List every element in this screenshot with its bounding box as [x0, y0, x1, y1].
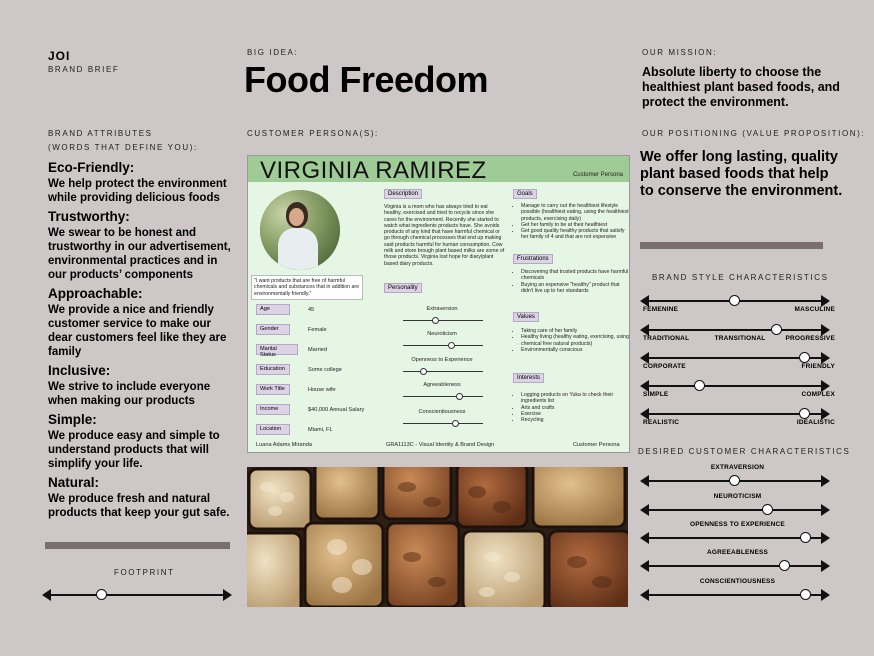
- description-label: Description: [384, 189, 422, 199]
- mission-label: OUR MISSION:: [642, 48, 718, 57]
- slider-knob[interactable]: [96, 589, 107, 600]
- detail-label-location: Location: [256, 424, 290, 435]
- slider-knob[interactable]: [729, 295, 740, 306]
- persona-tag: Customer Persona: [572, 172, 623, 178]
- slider-track: [646, 509, 824, 511]
- trait-label: Extraversion: [426, 306, 458, 312]
- slider-knob[interactable]: [771, 324, 782, 335]
- mission-text: Absolute liberty to choose the healthiest plant based foods, and protect the environment.: [642, 65, 840, 109]
- slider-knob[interactable]: [694, 380, 705, 391]
- frustration-item: • Discovering that trusted products have harmful chemicals: [521, 269, 630, 282]
- detail-label-work: Work Title: [256, 384, 290, 395]
- frustrations-label: Frustrations: [513, 254, 553, 264]
- persona-footer-course: GRA1113C - Visual Identity & Brand Design: [386, 442, 495, 448]
- slider-track: [646, 357, 824, 359]
- attribute-description: We strive to include everyone when making our products: [48, 381, 211, 407]
- detail-label-gender: Gender: [256, 324, 290, 335]
- goals-label: Goals: [513, 189, 537, 199]
- arrow-right-icon: [223, 589, 232, 601]
- brand-brief-label: BRAND BRIEF: [48, 65, 120, 74]
- style-slider-left-label: TRADITIONAL: [643, 335, 690, 342]
- detail-value-education: Some college: [308, 367, 342, 373]
- attribute-item: [48, 363, 238, 408]
- detail-label-education: Education: [256, 364, 290, 375]
- persona-footer-author: Luana Adams Miranda: [256, 442, 312, 448]
- attribute-description: We produce easy and simple to understand products that will simplify your life.: [48, 430, 220, 470]
- arrow-right-icon: [821, 532, 830, 544]
- nuts-illustration: [247, 467, 628, 607]
- slider-track: [646, 329, 824, 331]
- style-slider-left-label: CORPORATE: [643, 363, 686, 370]
- slider-track: [646, 413, 824, 415]
- attribute-heading: Inclusive:: [48, 363, 111, 378]
- trait-dot: [432, 317, 439, 324]
- values-list: [513, 328, 630, 353]
- persona-quote: "I want products that are free of harmful chemicals and substances that in addition are environmentally friendly.": [251, 275, 363, 300]
- attribute-description: We help protect the environment while providing delicious foods: [48, 178, 227, 204]
- attribute-item: [48, 209, 238, 282]
- desired-slider[interactable]: [640, 559, 830, 573]
- desired-slider-label: AGREEABLENESS: [706, 549, 769, 556]
- big-idea-label: BIG IDEA:: [247, 48, 299, 57]
- attribute-description: We swear to be honest and trustworthy in our advertisement, environmental practices and in our products’ components: [48, 227, 231, 281]
- persona-card: [247, 155, 630, 453]
- customer-persona-label: CUSTOMER PERSONA(S):: [247, 129, 379, 138]
- frustration-item: • Buying an expensive "healthy" product that didn't live up to her standards: [521, 282, 630, 295]
- attribute-heading: Eco-Friendly:: [48, 160, 135, 175]
- slider-knob[interactable]: [800, 532, 811, 543]
- detail-value-location: Miami, FL: [308, 427, 333, 433]
- footprint-label: FOOTPRINT: [114, 568, 175, 577]
- slider-track: [646, 537, 824, 539]
- trait-label: Neuroticism: [427, 331, 457, 337]
- attributes-list: [48, 160, 238, 524]
- slider-track: [646, 565, 824, 567]
- attribute-heading: Natural:: [48, 475, 100, 490]
- style-slider-right-label: IDEALISTIC: [796, 419, 835, 426]
- interest-item: • Logging products on Yuka to check their ingredients list: [521, 392, 630, 405]
- detail-label-marital: Marital Status: [256, 344, 298, 355]
- trait-dot: [448, 342, 455, 349]
- brand-name: JOI: [48, 49, 71, 63]
- slider-track: [48, 594, 226, 596]
- detail-value-age: 45: [308, 307, 315, 313]
- desired-slider-label: NEUROTICISM: [713, 493, 762, 500]
- nuts-photo: [247, 467, 628, 607]
- desired-slider[interactable]: [640, 531, 830, 545]
- arrow-right-icon: [821, 475, 830, 487]
- right-divider-bar: [640, 242, 823, 249]
- personality-label: Personality: [384, 283, 422, 293]
- desired-slider-label: OPENNESS TO EXPERIENCE: [690, 521, 785, 528]
- interest-item: • Recycling: [521, 417, 630, 423]
- trait-line: [403, 371, 483, 372]
- left-divider-bar: [45, 542, 230, 549]
- style-slider-left-label: FEMENINE: [643, 306, 679, 313]
- arrow-right-icon: [821, 589, 830, 601]
- detail-value-work: House wife: [308, 387, 336, 393]
- description-text: Virginia is a mom who has always tried to eat healthy, exercised and tried to recycle since she cares for the environment. Recently she started to watch what ingredients products have. She avoids products of any kind that have harmful chemical or go through chemical processes that end up making said products harmful for human consumption. Cow milk and store brough plant based milks are some of those products. Virginia lost hope for diary/plant based diary products.: [384, 204, 505, 267]
- positioning-label: OUR POSITIONING (VALUE PROPOSITION):: [642, 129, 866, 138]
- goal-item: • Get good quality healthy products that satisfy her family of 4 and that are not expensive: [521, 228, 630, 241]
- detail-label-income: Income: [256, 404, 290, 415]
- interest-item: • Arts and crafts: [521, 405, 630, 411]
- detail-value-income: $40,000 Annual Salary: [308, 407, 365, 413]
- desired-slider[interactable]: [640, 474, 830, 488]
- slider-track: [646, 385, 824, 387]
- attribute-item: [48, 475, 238, 520]
- detail-value-gender: Female: [308, 327, 327, 333]
- trait-line: [403, 345, 483, 346]
- style-slider-right-label: COMPLEX: [801, 391, 835, 398]
- slider-knob[interactable]: [762, 504, 773, 515]
- interests-label: Interests: [513, 373, 544, 383]
- style-slider-right-label: FRIENDLY: [801, 363, 835, 370]
- desired-slider[interactable]: [640, 588, 830, 602]
- trait-line: [403, 320, 483, 321]
- attribute-heading: Approachable:: [48, 286, 143, 301]
- trait-dot: [420, 368, 427, 375]
- slider-knob[interactable]: [779, 560, 790, 571]
- detail-value-marital: Married: [308, 347, 327, 353]
- desired-slider-label: EXTRAVERSION: [710, 464, 765, 471]
- interests-list: [513, 392, 630, 423]
- style-slider-mid-label: TRANSITIONAL: [714, 335, 766, 342]
- slider-knob[interactable]: [799, 352, 810, 363]
- trait-label: Openness to Experience: [411, 357, 473, 363]
- attribute-description: We produce fresh and natural products that keep your gut safe.: [48, 493, 230, 519]
- footprint-slider[interactable]: [42, 588, 232, 602]
- attribute-item: [48, 160, 238, 205]
- desired-label: DESIRED CUSTOMER CHARACTERISTICS: [638, 447, 851, 456]
- detail-label-age: Age: [256, 304, 290, 315]
- attributes-sublabel: (WORDS THAT DEFINE YOU):: [48, 143, 198, 152]
- persona-photo: [260, 190, 340, 270]
- persona-name: VIRGINIA RAMIREZ: [260, 157, 487, 184]
- persona-footer-tag: Customer Persona: [573, 442, 620, 448]
- slider-track: [646, 594, 824, 596]
- big-idea-title: Food Freedom: [244, 59, 488, 100]
- desired-slider[interactable]: [640, 503, 830, 517]
- value-item: • Taking care of her family: [521, 328, 630, 334]
- interest-item: • Exercise: [521, 411, 630, 417]
- arrow-right-icon: [821, 560, 830, 572]
- goals-list: [513, 203, 630, 241]
- style-label: BRAND STYLE CHARACTERISTICS: [652, 273, 829, 282]
- attribute-heading: Simple:: [48, 412, 97, 427]
- attributes-label: BRAND ATTRIBUTES: [48, 129, 153, 138]
- slider-knob[interactable]: [729, 475, 740, 486]
- trait-dot: [452, 420, 459, 427]
- trait-line: [403, 396, 483, 397]
- values-label: Values: [513, 312, 539, 322]
- slider-knob[interactable]: [800, 589, 811, 600]
- desired-slider-label: CONSCIENTIOUSNESS: [699, 578, 776, 585]
- style-slider-left-label: REALISTIC: [643, 419, 680, 426]
- trait-line: [403, 423, 483, 424]
- goal-item: • Manage to carry out the healthiest lifestyle possible (healthiest eating, using the healthiest products, exercising daily): [521, 203, 630, 222]
- style-slider-left-label: SIMPLE: [643, 391, 669, 398]
- trait-label: Conscientiousness: [418, 409, 466, 415]
- style-slider-right-label: MASCULINE: [794, 306, 835, 313]
- style-slider-right-label: PROGRESSIVE: [785, 335, 835, 342]
- attribute-item: [48, 286, 238, 359]
- value-item: • Environmentally conscious: [521, 347, 630, 353]
- goal-item: • Get her family to be at their healthiest: [521, 222, 630, 228]
- value-item: • Healthy living (healthy eating, exercising, using chemical free natural products): [521, 334, 630, 347]
- frustrations-list: [513, 269, 630, 294]
- arrow-right-icon: [821, 504, 830, 516]
- slider-knob[interactable]: [799, 408, 810, 419]
- attribute-heading: Trustworthy:: [48, 209, 130, 224]
- attribute-description: We provide a nice and friendly customer service to make our dear customers feel like they are family: [48, 304, 227, 358]
- trait-dot: [456, 393, 463, 400]
- attribute-item: [48, 412, 238, 471]
- positioning-text: We offer long lasting, quality plant based foods that help to conserve the environment.: [640, 149, 843, 199]
- trait-label: Agreeableness: [423, 382, 461, 388]
